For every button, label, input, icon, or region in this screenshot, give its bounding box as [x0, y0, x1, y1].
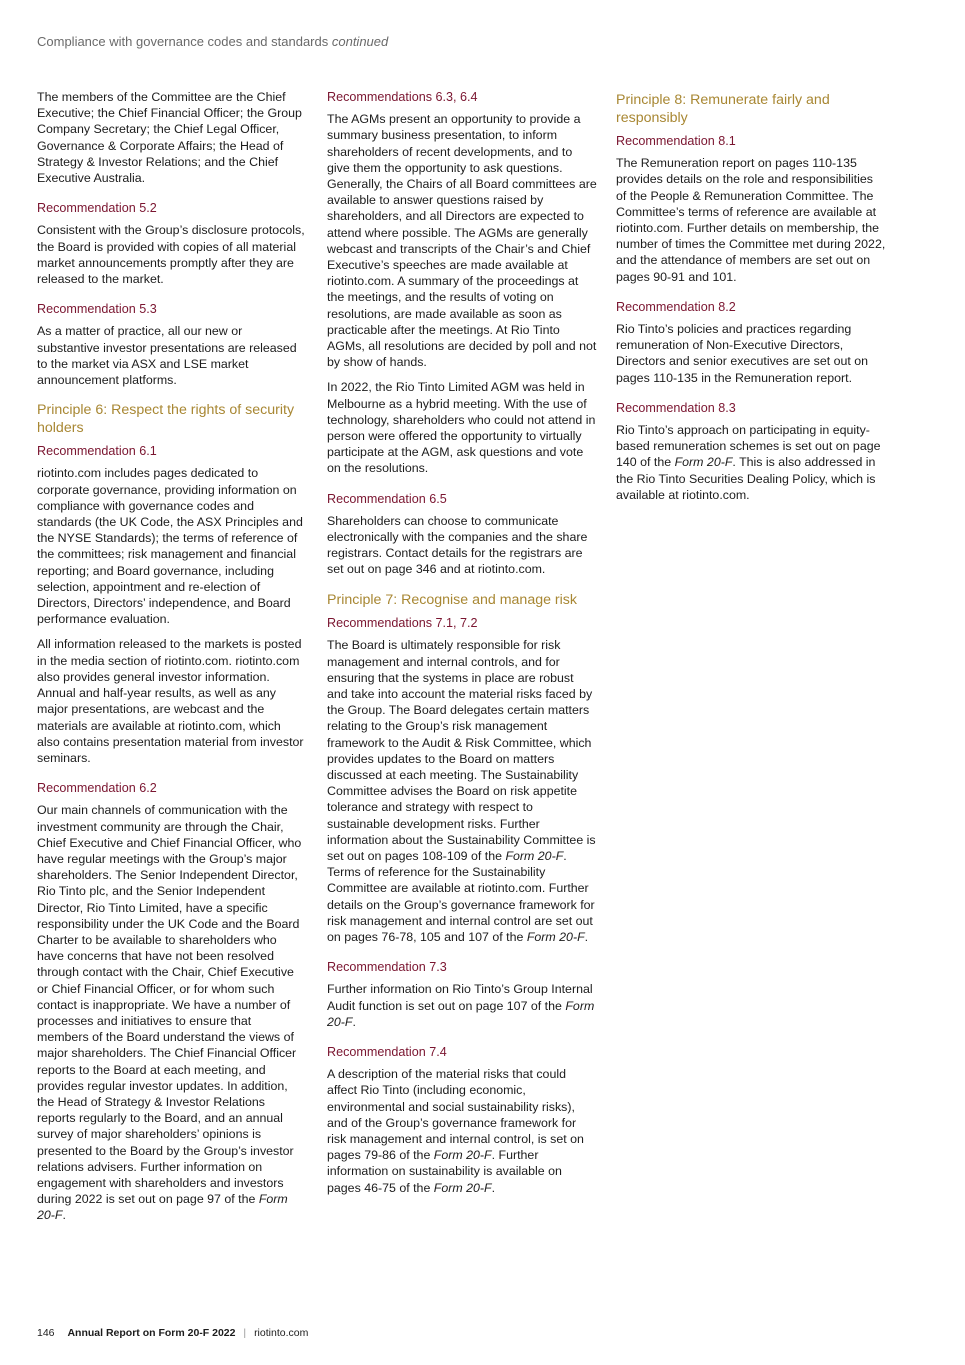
- rec-8-3-text-a: Rio Tinto’s approach on participating in equity-based remuneration schemes is set out on page 140 of the: [616, 423, 881, 470]
- rec-8-3-heading: Recommendation 8.3: [616, 400, 736, 415]
- rec-8-3-paragraph: [616, 422, 886, 503]
- rec-6-5-heading: Recommendation 6.5: [327, 491, 447, 506]
- rec-8-1-heading: Recommendation 8.1: [616, 134, 736, 148]
- rec-7-1-paragraph: [327, 637, 597, 945]
- form-20f-ref: Form 20-F: [433, 1148, 492, 1163]
- rec-8-2-text: Rio Tinto’s policies and practices regarding remuneration of Non-Executive Directors, Directors and senior executives are set out on pages 110-135 in the Remuneration report.: [616, 322, 869, 385]
- rec-6-2-text: Our main channels of communication with the investment community are through the Chair, Chief Executive and Chief Financial Officer, who have regular meetings with the Group’s major shareholders. The Senior Independent Director, Rio Tinto plc, and the Senior Independent Director, Rio Tinto Limited, have a specific responsibility under the UK Code and the Board Charter to be available to shareholders who have concerns that have not been resolved through contact with the Chair, Chief Executive or Chief Financial Officer, or for whom such contact is inappropriate. We have a number of processes and initiatives to ensure that members of the Board understand the views of major shareholders. The Chief Financial Officer reports to the Board at each meeting, and provides regular investor updates. In addition, the Head of Strategy & Investor Relations reports regularly to the Board, and an annual survey of major shareholders’ opinions is presented to the Board by the Group’s investor relations advisers. Further information on engagement with shareholders and investors during 2022 is set out on page 97 of the: [37, 803, 302, 1207]
- rec-7-3-text: Further information on Rio Tinto’s Group Internal Audit function is set out on page 107 of the: [327, 982, 593, 1013]
- rec-7-3-paragraph: [327, 981, 597, 1030]
- section-title: Compliance with governance codes and standards: [37, 34, 329, 49]
- form-20f-ref: Form 20-F: [505, 849, 564, 864]
- page-footer: [37, 1327, 308, 1339]
- rec-5-3-text: As a matter of practice, all our new or substantive investor presentations are released to the market via ASX and LSE market announcement platforms.: [37, 324, 297, 388]
- rec-8-3-text-b: . This is also addressed in the Rio Tinto Securities Dealing Policy, which is available at riotinto.com.: [616, 455, 876, 502]
- rec-7-4-paragraph: [327, 1066, 597, 1196]
- rec-6-3-heading: Recommendations 6.3, 6.4: [327, 90, 478, 104]
- section-title-suffix: continued: [331, 34, 389, 49]
- form-20f-ref: Form 20-F: [433, 1180, 492, 1195]
- rec-5-2-text: Consistent with the Group’s disclosure protocols, the Board is provided with copies of all material market announcements promptly after they are released to the market.: [37, 223, 305, 287]
- rec-7-1-heading: Recommendations 7.1, 7.2: [327, 616, 478, 631]
- principle-6-heading: Principle 6: Respect the rights of security holders: [37, 402, 295, 436]
- rec-6-1-text-2: All information released to the markets is posted in the media section of riotinto.com. riotinto.com also provides general investor information. Annual and half-year results, as well as any major presentations, are webcast and the materials are available at riotinto.com, which also contains presentation material from investor seminars.: [37, 637, 304, 765]
- rec-6-3-text-2: In 2022, the Rio Tinto Limited AGM was held in Melbourne as a hybrid meeting. With the use of technology, shareholders who could not attend in person were offered the opportunity to virtually participate at the AGM, ask questions and vote on the resolutions.: [327, 380, 596, 476]
- rec-7-1-text-b: . Terms of reference for the Sustainability Committee are available at riotinto.com. Further details on the Group’s governance framework for risk management and internal control are set out on pages 76-78, 105 and 107 of the: [327, 849, 595, 945]
- form-20f-ref: Form 20-F: [327, 998, 595, 1029]
- form-20f-ref: Form 20-F: [674, 455, 733, 470]
- rec-7-4-text-b: . Further information on sustainability is available on pages 46-75 of the: [327, 1148, 562, 1195]
- form-20f-ref: Form 20-F: [526, 930, 585, 945]
- website-link[interactable]: riotinto.com: [254, 1327, 309, 1339]
- rec-7-3-heading: Recommendation 7.3: [327, 960, 447, 975]
- rec-7-4-heading: Recommendation 7.4: [327, 1045, 447, 1060]
- principle-8-heading: Principle 8: Remunerate fairly and responsibly: [616, 92, 830, 126]
- rec-6-1-text-1: riotinto.com includes pages dedicated to corporate governance, providing information on compliance with governance codes and standards (the UK Code, the ASX Principles and the NYSE Standards); the terms of reference of the committees; risk management and financial reporting; and Board governance, including selection, appointment and re-election of Directors, Directors’ independence, and Board performance evaluation.: [37, 466, 303, 627]
- rec-6-5-text: Shareholders can choose to communicate electronically with the companies and the share registrars. Contact details for the registrars are set out on page 346 and at riotinto.com.: [327, 513, 588, 577]
- rec-7-4-text-a: A description of the material risks that could affect Rio Tinto (including economic, environmental and social sustainability risks), and of the Group’s governance framework for risk management and internal control, is set on pages 79-86 of the: [327, 1067, 584, 1163]
- rec-6-1-heading: Recommendation 6.1: [37, 444, 157, 459]
- period: .: [62, 1208, 66, 1223]
- committee-members-text: The members of the Committee are the Chief Executive; the Chief Financial Officer; the Group Company Secretary; the Chief Legal Officer, Governance & Corporate Affairs; the Head of Strategy & Investor Relations; and the Chief Executive Australia.: [37, 90, 302, 186]
- rec-6-2-paragraph: [37, 802, 305, 1223]
- rec-5-2-heading: Recommendation 5.2: [37, 201, 157, 216]
- column-1: [37, 89, 305, 1233]
- rec-8-1-text: The Remuneration report on pages 110-135 provides details on the role and responsibilities of the People & Remuneration Committee. The Committee’s terms of reference are available at riotinto.com. Further details on membership, the number of times the Committee met during 2022, and the attendance of members are set out on pages 90-91 and 101.: [616, 156, 886, 284]
- principle-7-heading: Principle 7: Recognise and manage risk: [327, 591, 577, 608]
- period: .: [584, 930, 589, 945]
- form-20f-ref: Form 20-F: [37, 1192, 288, 1223]
- rec-6-2-heading: Recommendation 6.2: [37, 781, 157, 796]
- rec-5-3-heading: Recommendation 5.3: [37, 302, 157, 317]
- page-number: 146: [37, 1327, 55, 1339]
- period: .: [491, 1180, 496, 1195]
- column-2: [327, 89, 597, 1205]
- footer-separator: |: [243, 1327, 247, 1339]
- column-3: [616, 92, 886, 512]
- period: .: [352, 1014, 356, 1029]
- rec-8-2-heading: Recommendation 8.2: [616, 299, 736, 314]
- rec-6-3-text-1: The AGMs present an opportunity to provide a summary business presentation, to inform shareholders of recent developments, and to give them the opportunity to ask questions. Generally, the Chairs of all Board committees are available to answer questions raised by shareholders, and all Directors are expected to attend where possible. The AGMs are generally webcast and transcripts of the Chair’s and Chief Executive’s speeches are made available at riotinto.com. A summary of the proceedings at the meetings, and the results of voting on resolutions, are made available as soon as practicable after the meetings. At Rio Tinto AGMs, all resolutions are decided by poll and not by show of hands.: [327, 112, 597, 370]
- rec-7-1-text-a: The Board is ultimately responsible for risk management and internal controls, and for ensuring that the systems in place are robust and take into account the material risks faced by the Group. The Board delegates certain matters relating to the Group’s risk management framework to the Audit & Risk Committee, which provides updates to the Board on matters discussed at each meeting. The Sustainability Committee advises the Board on risk appetite tolerance and strategy with respect to sustainable development risks. Further information about the Sustainability Committee is set out on pages 108-109 of the: [327, 638, 596, 864]
- running-head: [37, 34, 388, 49]
- report-title: Annual Report on Form 20-F 2022: [67, 1327, 236, 1339]
